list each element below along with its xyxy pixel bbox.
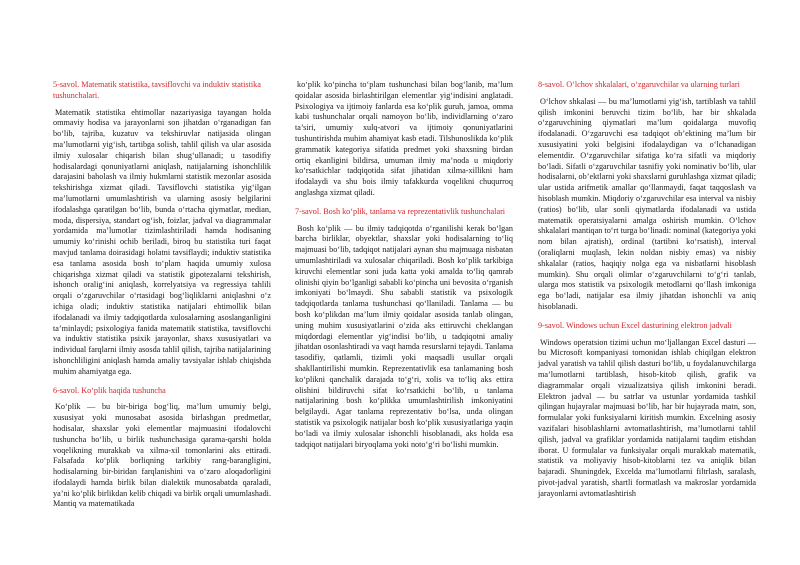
section-body-6-continued: ko‘plik ko‘pincha to‘plam tushunchasi bilan bog‘lanib, ma’lum qoidalar asosida birlashtirilgan elementlar yig‘indisini anglatadi. Psixologiya va ijtimoiy fanlarda esa ko‘plik guruh, jamoa, omma kabi tushunchalar orqali namoyon bo‘lib, individlarning o‘zaro ta’siri, umumiy xulq-atvori va ijtimoiy qonuniyatlarini tushuntirishda muhim ahamiyat kasb etadi. Tilshunoslikda ko‘plik grammatik kategoriya sifatida predmet yoki shaxsning birdan ortiq ekanligini bildirsa, umuman ilmiy ma’noda u miqdoriy ko‘rsatkichlar tadqiqotida sifat jihatidan xilma-xillikni ham ifodalaydi va shu bois ilmiy tafakkurda voqelikni chuqurroq anglashga xizmat qiladi. xyxy=(295,80,513,197)
section-body-6: Ko‘plik — bu bir-biriga bog‘liq, ma’lum umumiy belgi, xususiyat yoki munosabat asosida birlashgan predmetlar, hodisalar, shaxslar yoki elementlar majmuasini ifodalovchi tushuncha bo‘lib, u birlik tushunchasiga qarama-qarshi holda voqelikning murakkab va xilma-xil tomonlarini aks ettiradi. Falsafada ko‘plik borliqning tarkibiy rang-barangligini, hodisalarning bir-biridan farqlanishini va o‘zaro aloqadorligini ifodalaydi hamda birlik bilan dialektik munosabatda qaraladi, ya’ni ko‘plik birlikdan kelib chiqadi va birlik orqali umumlashadi. Mantiq va matematikada xyxy=(53,402,271,509)
section-heading-5: 5-savol. Matematik statistika, tavsiflovchi va induktiv statistika tushunchalari. xyxy=(53,80,261,100)
section-body-8: O‘lchov shkalasi — bu ma’lumotlarni yig‘ish, tartiblash va tahlil qilish imkonini beruvchi tizim bo‘lib, har bir shkalada o‘zgaruvchining qiymatlari ma’lum qoidalarga muvofiq ifodalanadi. O‘zgaruvchi esa tadqiqot ob’ektining ma’lum bir xususiyatini yoki belgisini ifodalaydigan va o‘lchanadigan elementdir. O‘zgaruvchilar sifatiga ko‘ra sifatli va miqdoriy bo‘ladi. Sifatli o‘zgaruvchilar tasnifiy yoki nominativ bo‘lib, ular hodisalarni, ob’ektlarni yoki shaxslarni guruhlashga xizmat qiladi; ular ustida arifmetik amallar qo‘llanmaydi, faqat taqqoslash va hisoblash mumkin. Miqdoriy o‘zgaruvchilar esa interval va nisbiy (ratios) bo‘lib, ular sonli qiymatlarda ifodalanadi va ustida matematik operatsiyalarni amalga oshirish mumkin. O‘lchov shkalalari mantiqan to‘rt turga bo‘linadi: nominal (kategoriya yoki nom bilan ajratish), ordinal (tartibni ko‘rsatish), interval (oraliqlarni muqlash, lekin noldan nisbiy emas) va nisbiy shkalalar (ratios, haqiqiy nolga ega va nisbatlarni hisoblash mumkin). Shu orqali olimlar o‘zgaruvchilarni to‘g‘ri tanlab, ularga mos statistik va psixologik metodlarni qo‘llash imkoniga ega bo‘ladi, natijalar esa ilmiy jihatdan ishonchli va aniq hisoblanadi. xyxy=(538,96,756,311)
section-heading-6: 6-savol. Ko‘plik haqida tushuncha xyxy=(53,385,166,395)
column-right xyxy=(538,80,756,507)
section-body-7: Bosh ko‘plik — bu ilmiy tadqiqotda o‘rganilishi kerak bo‘lgan barcha birliklar, obyektlar, shaxslar yoki hodisalarning to‘liq majmuasi bo‘lib, tadqiqot natijalari aynan shu majmuaga nisbatan umumlashtiriladi va xulosalar chiqariladi. Bosh ko‘plik tarkibiga kiruvchi elementlar soni juda katta yoki amalda to‘liq qamrab olinishi qiyin bo‘lganligi sababli ko‘pincha uni bevosita o‘rganish imkoniyati bo‘lmaydi. Shu sababli statistik va psixologik tadqiqotlarda tanlama tushunchasi qo‘llaniladi. Tanlama — bu bosh ko‘plikdan ma’lum ilmiy qoidalar asosida tanlab olingan, uning muhim xususiyatlarini o‘zida aks ettiruvchi cheklangan miqdordagi elementlar yig‘indisi bo‘lib, u tadqiqotni amaliy jihatdan osonlashtiradi va vaqt hamda resurslarni tejaydi. Tanlama tasodifiy, qatlamli, tizimli yoki maqsadli usullar orqali shakllantirilishi mumkin. Reprezentativlik esa tanlamaning bosh ko‘plikni qanchalik darajada to‘g‘ri, xolis va to‘liq aks ettira olishini bildiruvchi sifat ko‘rsatkichi bo‘lib, u tanlama natijalarining bosh ko‘plikka umumlashtirilish imkoniyatini belgilaydi. Agar tanlama reprezentativ bo‘lsa, unda olingan statistik va psixologik natijalar bosh ko‘plik xususiyatlariga yaqin bo‘ladi va ilmiy xulosalar ishonchli hisoblanadi, aks holda esa tadqiqot natijalari biryoqlama yoki noto‘g‘ri bo‘lishi mumkin. xyxy=(295,223,513,449)
column-left xyxy=(53,80,271,518)
section-heading-9: 9-savol. Windows uchun Excel dasturining elektron jadvali xyxy=(538,320,732,330)
section-heading-8: 8-savol. O‘lchov shkalalari, o‘zgaruvchilar va ularning turlari xyxy=(538,80,740,89)
column-middle xyxy=(295,80,513,458)
section-body-5: Matematik statistika ehtimollar nazariyasiga tayangan holda ommaviy hodisa va jarayonlarni son jihatdan o‘rganadigan fan bo‘lib, tajriba, kuzatuv va tekshiruvlar natijasida olingan ma’lumotlarni yig‘ish, tartibga solish, tahlil qilish va ular asosida ilmiy xulosalar chiqarish bilan shug‘ullanadi; u tasodifiy hodisalardagi qonuniyatlarni aniqlash, natijalarning ishonchlilik darajasini baholash va ilmiy hukmlarni statistik mezonlar asosida tekshirishga xizmat qiladi. Tavsiflovchi statistika yig‘ilgan ma’lumotlarni umumlashtirish va ularning asosiy belgilarini ifodalashga qaratilgan bo‘lib, bunda o‘rtacha qiymatlar, median, moda, dispersiya, standart og‘ish, foizlar, jadval va diagrammalar yordamida ma’lumotlar tizimlashtiriladi hamda hodisaning umumiy ko‘rinishi ochib beriladi, biroq bu statistika turi faqat mavjud tanlama doirasidagi holatni tavsiflaydi; induktiv statistika esa tanlama asosida bosh to‘plam haqida umumiy xulosa chiqarishga xizmat qiladi va statistik gipotezalarni tekshirish, ishonch oralig‘ini aniqlash, korrelyatsiya va regressiya tahlili orqali o‘zgaruvchilar o‘rtasidagi bog‘liqliklarni aniqlashni o‘z ichiga oladi; induktiv statistika natijalari ehtimollik bilan ifodalanadi va ilmiy tadqiqotlarda xulosalarning asoslanganligini ta’minlaydi; psixologiya fanida matematik statistika, tavsiflovchi va induktiv statistika psixik jarayonlar, shaxs xususiyatlari va individual farqlarni ilmiy asosda tahlil qilish, tajriba natijalarining ishonchliligini aniqlash hamda amaliy tavsiyalar ishlab chiqishda muhim ahamiyatga ega. xyxy=(53,107,271,376)
section-heading-7: 7-savol. Bosh ko‘plik, tanlama va reprezentativlik tushunchalari xyxy=(295,206,506,216)
section-body-9: Windows operatsion tizimi uchun mo‘ljallangan Excel dasturi — bu Microsoft kompaniyasi tomonidan ishlab chiqilgan elektron jadval yaratish va tahlil qilish dasturi bo‘lib, u foydalanuvchilarga ma’lumotlarni tartiblash, hisob-kitob qilish, grafik va diagrammalar orqali vizualizatsiya qilish imkonini beradi. Elektron jadval — bu satrlar va ustunlar yordamida tashkil qilingan hujayralar majmuasi bo‘lib, har bir hujayrada matn, son, formulalar yoki funksiyalarni kiritish mumkin. Excelning asosiy vazifalari hisoblashlarni avtomatlashtirish, ma’lumotlarni tahlil qilish, jadval va grafiklar yordamida natijalarni taqdim etishdan iborat. U formulalar va funksiyalar orqali murakkab matematik, statistik va moliyaviy hisob-kitoblarni tez va aniqlik bilan bajaradi. Shuningdek, Excelda ma’lumotlarni filtrlash, saralash, pivot-jadval yaratish, shartli formatlash va makroslar yordamida jarayonlarni avtomatlashtirish xyxy=(538,337,756,498)
